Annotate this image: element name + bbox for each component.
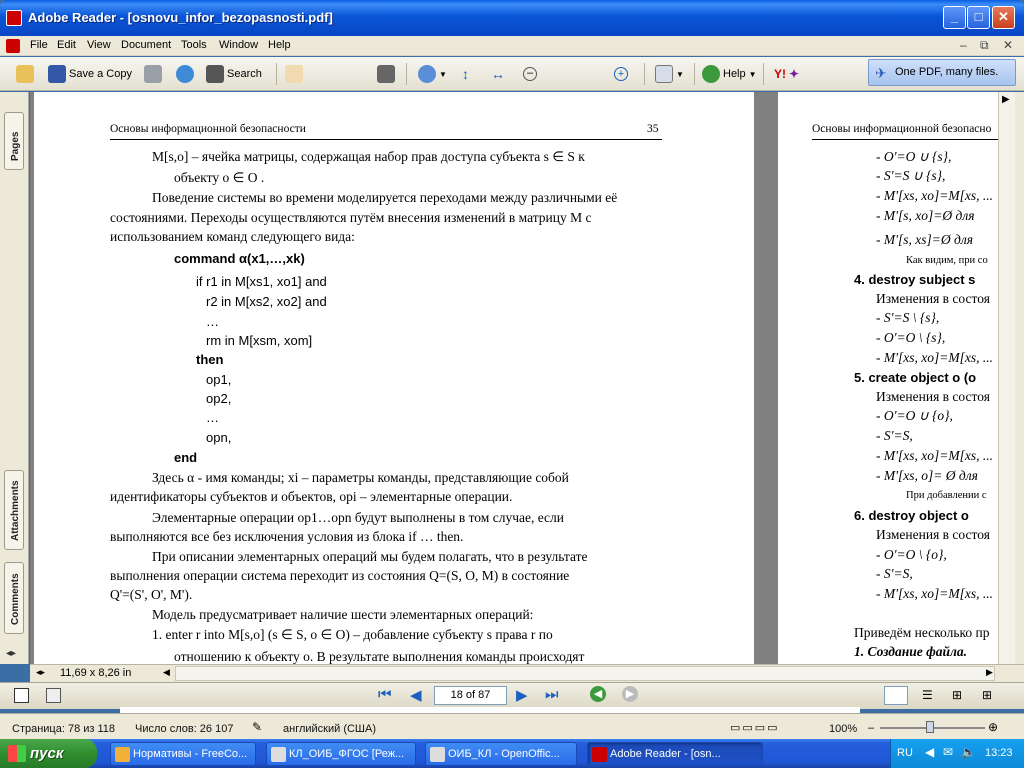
text-line: Изменения в состоя: [876, 527, 990, 542]
taskbar-item-freecommander[interactable]: [110, 742, 256, 766]
open-button[interactable]: [16, 62, 34, 86]
tray-arrow-icon[interactable]: ◀: [925, 745, 935, 759]
menu-document[interactable]: Document: [121, 39, 172, 51]
email-globe-icon: [176, 65, 194, 83]
last-page-button[interactable]: ⏭: [545, 686, 559, 703]
taskbar-item-label: Adobe Reader - [osn...: [610, 748, 721, 760]
horizontal-scrollbar[interactable]: [163, 666, 995, 681]
text-line: 5. create object o (о: [854, 370, 977, 385]
text-line: выполняются все без исключения условия из блока if … then.: [110, 529, 464, 544]
zoom-in-tool-button[interactable]: [418, 62, 447, 86]
text-line: - M'[xs, xo]=M[xs, ...: [876, 586, 993, 601]
previous-page-button[interactable]: ◀: [410, 687, 422, 704]
doc-restore-icon[interactable]: ⧉: [980, 38, 989, 52]
taskbar-item-kl-oib[interactable]: [266, 742, 416, 766]
fit-width-button[interactable]: [491, 62, 505, 86]
text-line: - M'[xs, o]= Ø для: [876, 468, 978, 483]
code-line: then: [196, 352, 224, 367]
text-line: - M'[s, xs]=Ø для: [876, 232, 973, 247]
hand-tool-button[interactable]: [285, 62, 303, 86]
openoffice-icon: [430, 747, 445, 762]
save-icon: [48, 65, 66, 83]
text-line: - M'[s, xo]=Ø для: [876, 208, 975, 223]
window-edge: [1015, 92, 1024, 664]
freecommander-icon: [115, 747, 130, 762]
code-line: op2,: [206, 391, 232, 406]
printer-icon: [144, 65, 162, 83]
view-layout-icons[interactable]: ▭▭▭▭: [730, 722, 780, 734]
scroll-left-icon[interactable]: ◀: [163, 667, 170, 677]
promo-text: One PDF, many files.: [895, 66, 999, 78]
text-line: 1. Создание файла.: [854, 644, 968, 659]
folder-open-icon: [16, 65, 34, 83]
chevron-down-icon: ▼: [439, 69, 447, 79]
text-line: При добавлении с: [906, 490, 987, 501]
text-line: - M'[xs, xo]=M[xs, ...: [876, 188, 993, 203]
facing-view-button[interactable]: ⊞: [952, 688, 963, 702]
text-line: 4. destroy subject s: [854, 272, 976, 287]
document-icon: [6, 39, 20, 53]
text-line: Как видим, при со: [906, 255, 988, 266]
toolbar-separator: [763, 63, 764, 85]
code-line: …: [206, 314, 219, 329]
code-line: …: [206, 410, 219, 425]
system-tray: [890, 739, 1024, 768]
zoom-out-button[interactable]: [523, 62, 537, 86]
yahoo-button[interactable]: [774, 62, 799, 86]
text-line: - O'=O ∪ {s},: [876, 149, 952, 164]
toolbar-separator: [694, 63, 695, 85]
code-line: rm in M[xsm, xom]: [206, 333, 313, 348]
window-title: Adobe Reader - [osnovu_infor_bezopasnosti.pdf]: [28, 10, 333, 25]
code-line: op1,: [206, 372, 232, 387]
text-line: Поведение системы во времени моделируется переходами между различными её: [152, 190, 618, 205]
header-rule: [812, 139, 998, 140]
print-button[interactable]: [144, 62, 162, 86]
volume-icon[interactable]: 🔈: [961, 745, 976, 759]
help-label: Help: [723, 68, 746, 80]
tab-attachments-label: Attachments: [10, 480, 21, 541]
page-header-title: Основы информационной безопасно: [812, 123, 992, 135]
page-size-readout: 11,69 x 8,26 in: [60, 667, 132, 679]
openoffice-status-bar: [0, 713, 1024, 739]
magnifier-icon: [418, 65, 436, 83]
resize-icon[interactable]: ◂▸: [36, 667, 46, 677]
maximize-button[interactable]: □: [967, 6, 990, 29]
pages-icon: [655, 65, 673, 83]
text-line: M[s,o] – ячейка матрицы, содержащая набор прав доступа субъекта s ∈ S к: [152, 149, 585, 164]
next-page-button[interactable]: ▶: [516, 687, 528, 704]
page-layout-button[interactable]: [655, 62, 684, 86]
toolbar-separator: [406, 63, 407, 85]
taskbar-item-label: КЛ_ОИБ_ФГОС [Реж...: [289, 748, 405, 760]
continuous-view-button[interactable]: ☰: [922, 688, 933, 702]
chevron-down-icon: ▼: [676, 69, 684, 79]
text-line: - O'=O \ {o},: [876, 547, 947, 562]
text-line: - S'=S,: [876, 566, 913, 581]
language-indicator[interactable]: RU: [897, 747, 913, 759]
page-number-input[interactable]: 18 of 87: [434, 686, 507, 705]
snapshot-button[interactable]: [377, 62, 395, 86]
toolbar-separator: [276, 63, 277, 85]
text-line: - M'[xs, xo]=M[xs, ...: [876, 448, 993, 463]
zoom-minus-icon[interactable]: –: [868, 722, 875, 734]
navigation-panel-tabs: [0, 92, 29, 664]
zoom-in-button[interactable]: [614, 62, 628, 86]
text-line: 1. enter r into M[s,o] (s ∈ S, o ∈ O) – добавление субъекту s права r по: [152, 627, 553, 642]
binoculars-icon: [206, 65, 224, 83]
fit-width-icon: ↔: [491, 66, 505, 82]
yahoo-icon: Y!: [774, 67, 786, 81]
promo-banner[interactable]: [868, 59, 1016, 86]
taskbar-item-label: ОИБ_КЛ - OpenOffic...: [448, 748, 560, 760]
text-line: использованием команд следующего вида:: [110, 229, 355, 244]
camera-icon: [377, 65, 395, 83]
menu-window[interactable]: Window: [219, 39, 259, 51]
text-line: Здесь α - имя команды; xi – параметры команды, представляющие собой: [152, 470, 569, 485]
next-view-icon[interactable]: ▶: [622, 686, 638, 702]
header-rule: [110, 139, 662, 140]
start-button[interactable]: [0, 739, 97, 768]
hand-icon: [285, 65, 303, 83]
plus-circle-icon: +: [614, 67, 628, 81]
fit-height-icon: ↕: [462, 66, 469, 82]
text-line: Изменения в состоя: [876, 291, 990, 306]
continuous-facing-view-button[interactable]: ⊞: [982, 688, 993, 702]
save-copy-label: Save a Copy: [69, 68, 132, 80]
adobe-reader-icon: [6, 10, 22, 26]
panel-arrow-icon[interactable]: ◂▸: [6, 648, 17, 659]
text-line: При описании элементарных операций мы будем полагать, что в результате: [152, 549, 588, 564]
code-line: r2 in M[xs2, xo2] and: [206, 294, 327, 309]
menu-edit[interactable]: Edit: [57, 39, 76, 51]
pdf-page-35: [34, 92, 754, 664]
tab-pages[interactable]: [4, 112, 24, 170]
single-page-view-button[interactable]: [884, 686, 908, 705]
tab-pages-label: Pages: [10, 131, 21, 161]
minimize-button[interactable]: _: [943, 6, 966, 29]
pdf-page-36: [778, 92, 998, 664]
code-line: command α(x1,…,xk): [174, 251, 305, 266]
zoom-slider-thumb[interactable]: [926, 721, 934, 733]
text-line: объекту o ∈ O .: [174, 170, 265, 185]
text-line: - S'=S ∪ {s},: [876, 168, 946, 183]
start-label: пуск: [30, 745, 64, 762]
text-line: 6. destroy object o: [854, 508, 969, 523]
tab-attachments[interactable]: [4, 470, 24, 550]
text-line: - M'[xs, xo]=M[xs, ...: [876, 350, 993, 365]
oo-word-count: Число слов: 26 107: [135, 723, 234, 735]
scroll-right-icon[interactable]: ▶: [986, 667, 993, 677]
code-line: if r1 in M[xs1, xo1] and: [196, 274, 327, 289]
scroll-up-icon[interactable]: ▶: [1002, 94, 1010, 105]
spellcheck-icon: ✎: [252, 720, 263, 734]
search-label: Search: [227, 68, 262, 80]
adobe-reader-icon: [592, 747, 607, 762]
info-panel-icon[interactable]: [46, 688, 61, 703]
text-line: отношению к объекту o. В результате выполнения команды происходят: [174, 649, 585, 664]
doc-close-icon[interactable]: ✕: [1003, 38, 1014, 52]
text-line: Q'=(S', O', M').: [110, 587, 193, 602]
menu-bar: [0, 36, 1024, 56]
tray-app-icon[interactable]: ✉: [943, 745, 954, 759]
menu-file[interactable]: File: [30, 39, 48, 51]
document-icon: [271, 747, 286, 762]
vertical-scrollbar[interactable]: [998, 92, 1015, 664]
close-button[interactable]: ✕: [992, 6, 1015, 29]
save-copy-button[interactable]: [48, 62, 132, 86]
menu-help[interactable]: Help: [268, 39, 291, 51]
oo-language[interactable]: английский (США): [283, 723, 377, 735]
text-line: Элементарные операции op1…opn будут выполнены в том случае, если: [152, 510, 565, 525]
windows-logo-icon: [8, 745, 26, 762]
code-line: end: [174, 450, 198, 465]
text-line: - S'=S,: [876, 428, 913, 443]
page-number: 35: [647, 123, 659, 135]
toolbar-separator: [644, 63, 645, 85]
panel-toggle-icon[interactable]: [14, 688, 29, 703]
tab-comments[interactable]: [4, 562, 24, 634]
first-page-button[interactable]: ⏮: [378, 686, 392, 703]
help-icon: [702, 65, 720, 83]
text-line: Приведём несколько пр: [854, 625, 990, 640]
clock[interactable]: 13:23: [985, 747, 1013, 759]
title-bar: [0, 0, 1024, 36]
text-line: Модель предусматривает наличие шести элементарных операций:: [152, 607, 534, 622]
chevron-down-icon: ▼: [748, 69, 757, 79]
plane-icon: ✈: [875, 65, 887, 81]
oo-page-status: Страница: 78 из 118: [12, 723, 116, 735]
tab-comments-label: Comments: [10, 573, 21, 625]
help-button[interactable]: [702, 62, 757, 86]
zoom-plus-icon[interactable]: ⊕: [988, 720, 999, 734]
search-button[interactable]: [206, 62, 262, 86]
menu-tools[interactable]: Tools: [181, 39, 207, 51]
text-line: - O'=O ∪ {o},: [876, 408, 953, 423]
page-navigation-bar: [0, 682, 1024, 709]
taskbar-item-adobe-reader[interactable]: [587, 742, 763, 766]
minus-circle-icon: –: [523, 67, 537, 81]
text-line: состояниями. Переходы осуществляются путём внесения изменений в матрицу М с: [110, 210, 592, 225]
text-line: идентификаторы субъектов и объектов, opi – элементарные операции.: [110, 489, 513, 504]
oo-zoom-level: 100%: [829, 723, 858, 735]
fit-height-button[interactable]: [462, 62, 469, 86]
previous-view-icon[interactable]: ◀: [590, 686, 606, 702]
taskbar-item-label: Нормативы - FreeCo...: [133, 748, 248, 760]
doc-minimize-icon[interactable]: –: [960, 38, 967, 52]
taskbar-item-openoffice[interactable]: [425, 742, 577, 766]
page-header-title: Основы информационной безопасности: [110, 123, 306, 135]
text-line: выполнения операции система переходит из состояния Q=(S, O, M) в состояние: [110, 568, 570, 583]
text-line: - S'=S \ {s},: [876, 310, 940, 325]
menu-view[interactable]: View: [87, 39, 111, 51]
text-line: - O'=O \ {s},: [876, 330, 946, 345]
email-button[interactable]: [176, 62, 194, 86]
yahoo-toolbar-icon: ✦: [789, 67, 800, 81]
code-line: opn,: [206, 430, 232, 445]
text-line: Изменения в состоя: [876, 389, 990, 404]
